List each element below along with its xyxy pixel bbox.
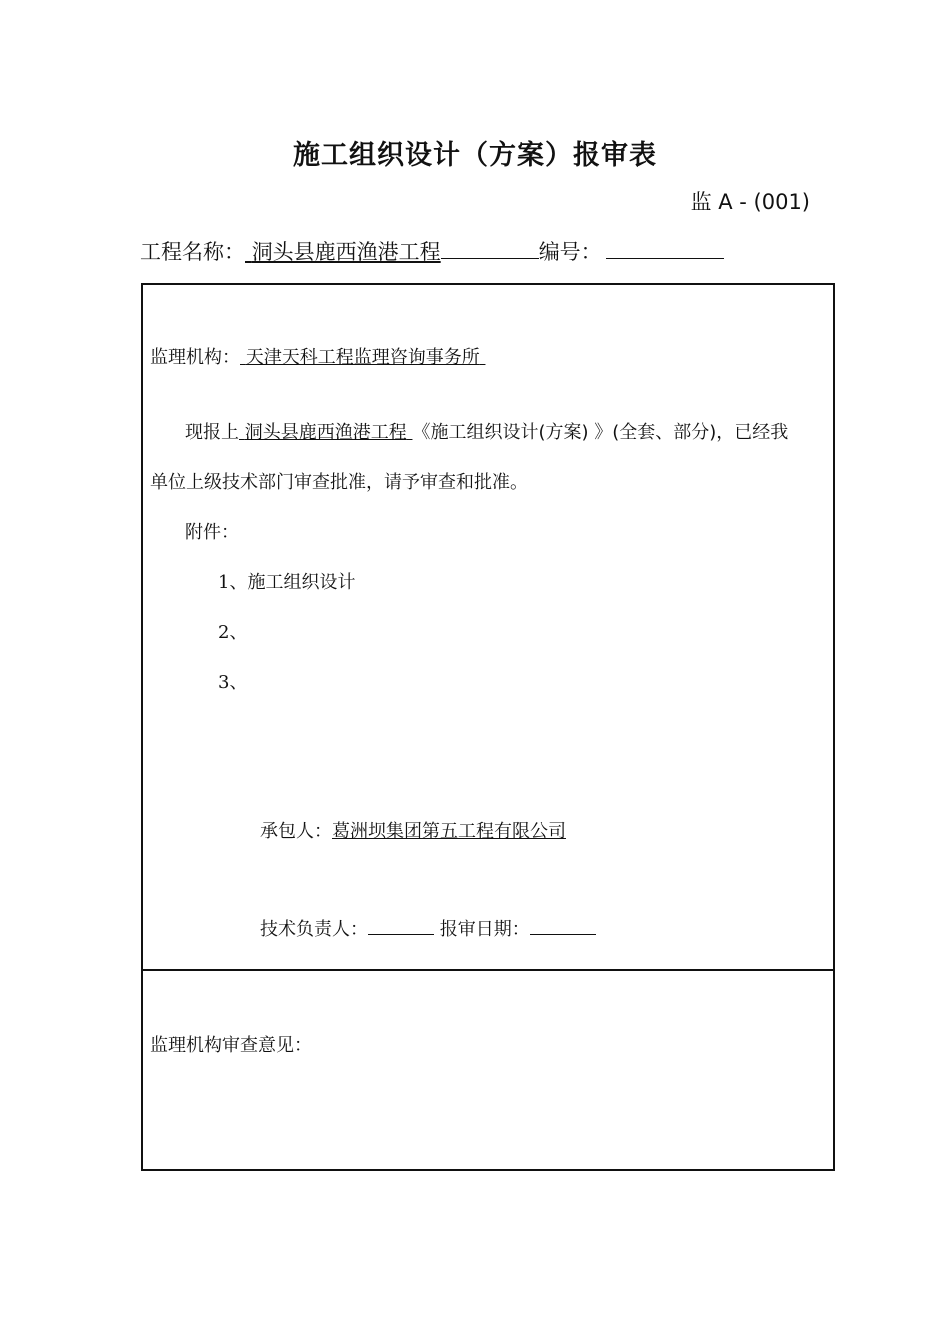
attachment-item <box>218 568 355 594</box>
signature-line <box>260 915 596 941</box>
project-name-value: 洞头县鹿西渔港工程 <box>251 240 441 264</box>
form-number: 监 A - (001) <box>690 190 810 214</box>
contractor-line <box>260 817 566 843</box>
opinion-label: 监理机构审查意见： <box>150 1035 312 1056</box>
supervisor-label: 监理机构： <box>150 347 240 368</box>
attachment-separator: 、 <box>229 622 248 643</box>
report-prefix: 现报上 <box>185 422 239 443</box>
tech-lead-label: 技术负责人： <box>260 919 368 940</box>
attachment-number: 1 <box>218 572 230 593</box>
project-name-blank <box>441 240 539 259</box>
attachment-item <box>218 618 247 644</box>
attachment-separator: 、 <box>229 672 248 693</box>
project-number-label: 编号： <box>538 240 602 264</box>
document-title: 施工组织设计（方案）报审表 <box>293 140 657 171</box>
supervisor-value: 天津天科工程监理咨询事务所 <box>245 347 480 368</box>
report-line-1 <box>185 418 788 444</box>
report-project: 洞头县鹿西渔港工程 <box>244 422 407 443</box>
contractor-value: 葛洲坝集团第五工程有限公司 <box>332 821 566 842</box>
attachments-label: 附件： <box>185 522 239 543</box>
tech-lead-blank <box>368 918 434 935</box>
report-rest: 《施工组织设计(方案) 》(全套、部分)，已经我 <box>412 422 789 443</box>
attachment-number: 2 <box>218 622 230 643</box>
project-number-blank <box>606 240 724 259</box>
supervisor-line <box>150 343 485 369</box>
attachment-item <box>218 668 247 694</box>
report-date-label: 报审日期： <box>439 919 530 940</box>
attachment-text: 施工组织设计 <box>247 572 356 593</box>
report-date-blank <box>530 918 596 935</box>
report-line-2: 单位上级技术部门审查批准，请予审查和批准。 <box>150 472 528 493</box>
project-line <box>140 236 724 266</box>
contractor-label: 承包人： <box>260 821 332 842</box>
project-name-label: 工程名称： <box>140 240 245 264</box>
review-section <box>141 969 835 1171</box>
attachment-number: 3 <box>218 672 230 693</box>
attachment-separator: 、 <box>229 572 248 593</box>
